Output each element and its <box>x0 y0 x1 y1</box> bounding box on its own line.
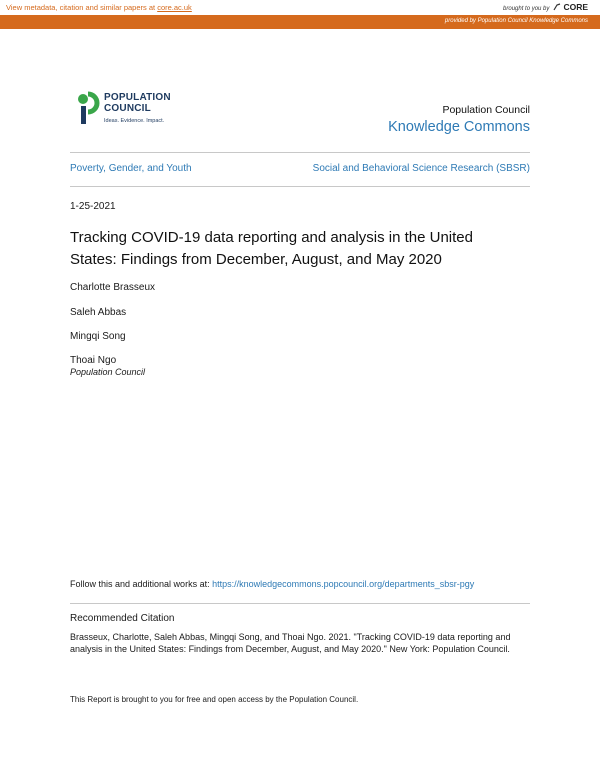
document-title: Tracking COVID-19 data reporting and analysis in the United States: Findings from December, August, and May 2020 <box>70 229 473 268</box>
access-statement: This Report is brought to you for free and open access by the Population Council. <box>70 695 359 704</box>
logo-tagline: Ideas. Evidence. Impact. <box>104 118 165 124</box>
provided-by-text: provided by Population Council Knowledge Commons <box>444 18 588 24</box>
author-name: Mingqi Song <box>70 331 126 342</box>
core-banner <box>0 0 600 30</box>
author-name: Saleh Abbas <box>70 307 127 318</box>
divider <box>70 186 530 187</box>
author-name: Charlotte Brasseux <box>70 282 156 293</box>
org-name: Population Council <box>442 104 530 116</box>
citation-body: Brasseux, Charlotte, Saleh Abbas, Mingqi Song, and Thoai Ngo. 2021. "Tracking COVID-19 data reporting and analysis in the United States: Findings from December, August, and May 2020." New York: Population Council. <box>70 632 511 654</box>
divider <box>70 603 530 604</box>
publication-date: 1-25-2021 <box>70 201 116 212</box>
core-brand: CORE <box>563 2 588 12</box>
follow-works <box>70 579 474 589</box>
logo-name-line2: COUNCIL <box>104 103 151 114</box>
repository-name[interactable]: Knowledge Commons <box>388 119 530 135</box>
brought-to-you-by <box>503 2 588 12</box>
category-link-left[interactable]: Poverty, Gender, and Youth <box>70 163 192 174</box>
follow-label: Follow this and additional works at: <box>70 579 213 589</box>
core-icon <box>553 3 561 11</box>
divider <box>70 152 530 153</box>
core-banner-bottom <box>0 15 600 29</box>
category-link-right[interactable]: Social and Behavioral Science Research (SBSR) <box>312 163 530 174</box>
core-ac-uk-link[interactable]: core.ac.uk <box>157 3 192 12</box>
author-name: Thoai Ngo <box>70 355 117 366</box>
logo-name <box>104 92 171 114</box>
repository-header <box>388 104 530 135</box>
follow-works-link[interactable]: https://knowledgecommons.popcouncil.org/departments_sbsr-pgy <box>212 579 475 589</box>
core-banner-top <box>0 0 600 15</box>
view-metadata-label: View metadata, citation and similar papers at <box>6 3 158 12</box>
logo-name-line1: POPULATION <box>104 92 171 103</box>
citation-heading: Recommended Citation <box>70 613 175 624</box>
core-logo[interactable] <box>553 2 588 12</box>
author-affiliation: Population Council <box>70 367 146 377</box>
population-council-logo-icon <box>77 90 103 126</box>
view-metadata-text <box>6 3 192 12</box>
brought-label: brought to you by <box>503 6 550 12</box>
population-council-logo[interactable] <box>77 90 187 130</box>
